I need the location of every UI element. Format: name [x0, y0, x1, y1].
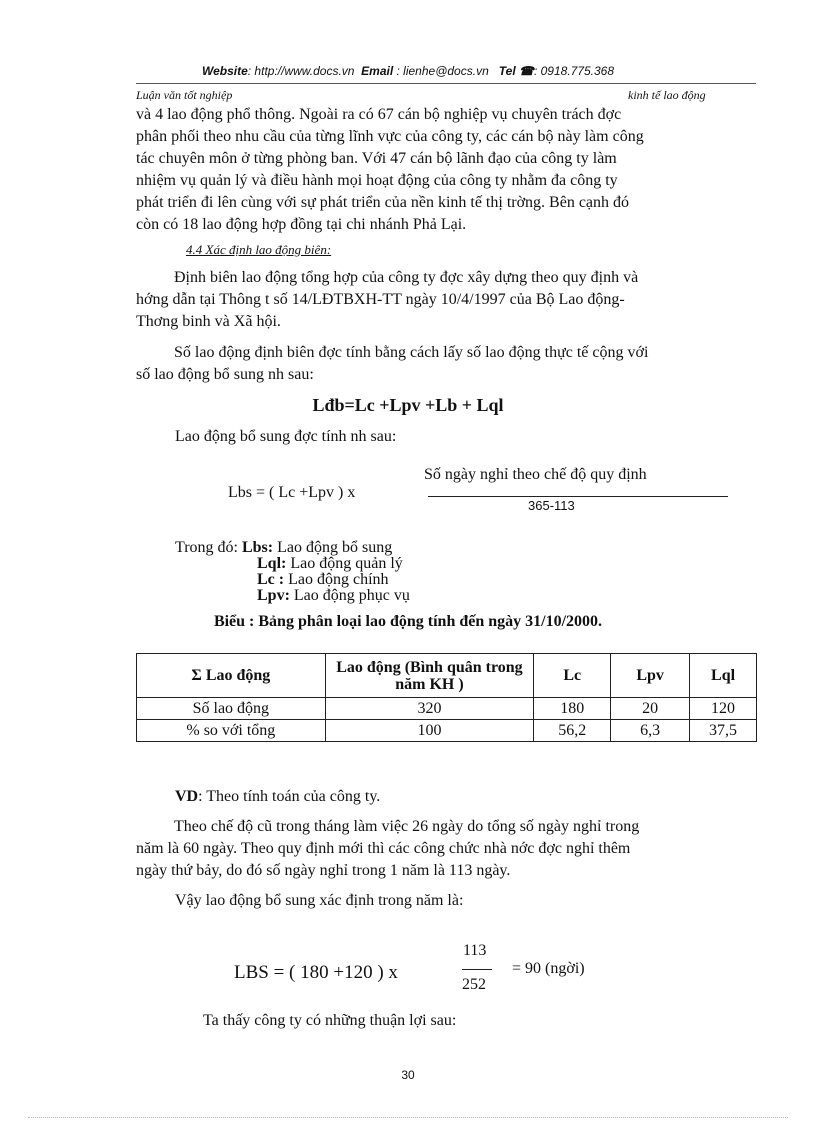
text-line: ngày thứ bảy, do đó số ngày nghỉ trong 1 năm là 113 ngày. [136, 862, 511, 879]
calc-denominator: 252 [462, 976, 486, 993]
lbs-denominator: 365-113 [528, 498, 575, 513]
header-divider [136, 83, 756, 84]
column-header: Lpv [611, 654, 690, 698]
final-line: Ta thấy công ty có những thuận lợi sau: [203, 1012, 457, 1029]
website-url[interactable]: : http://www.docs.vn [247, 64, 355, 78]
paragraph-4 [136, 816, 756, 882]
section-title: 4.4 Xác định lao động biên: [186, 242, 332, 257]
lbs-formula-left: Lbs = ( Lc +Lpv ) x [228, 484, 356, 501]
definition-term: Lpv: [257, 587, 290, 604]
page-number: 30 [401, 1068, 415, 1082]
email-value[interactable]: : lienhe@docs.vn [393, 64, 489, 78]
table-cell: Số lao động [137, 698, 326, 720]
example-line [175, 788, 380, 806]
text-line: hớng dẫn tại Thông t số 14/LĐTBXH-TT ngày 10/4/1997 của Bộ Lao động- [136, 291, 625, 308]
definition-desc: Lao động bổ sung [273, 539, 393, 556]
column-header: Σ Lao động [137, 654, 326, 698]
bottom-divider [28, 1117, 788, 1118]
example-label: VD [175, 788, 199, 805]
definition-row [175, 556, 410, 572]
definition-term: Lql: [257, 555, 287, 572]
text-line: tác chuyên môn ở từng phòng ban. Với 47 cán bộ lãnh đạo của công ty làm [136, 150, 617, 167]
text-line: Định biên lao động tổng hợp của công ty đợc xây dựng theo quy định và [174, 269, 639, 286]
calc-left: LBS = ( 180 +120 ) x [234, 962, 398, 983]
lbs-numerator: Số ngày nghỉ theo chế độ quy định [424, 466, 647, 483]
definition-term: Lbs: [241, 539, 274, 556]
calc-fraction-bar [462, 969, 492, 970]
fraction-bar [428, 496, 728, 497]
running-head-left: Luận văn tốt nghiệp [136, 88, 233, 102]
column-header: Lao động (Bình quân trong năm KH ) [325, 654, 534, 698]
table-cell: 320 [325, 698, 534, 720]
definitions-block [175, 540, 410, 604]
table-row [137, 698, 757, 720]
paragraph-5: Vậy lao động bổ sung xác định trong năm là: [175, 892, 464, 909]
tel-value: : 0918.775.368 [533, 64, 615, 78]
text-line: Số lao động định biên đợc tính bằng cách lấy số lao động thực tế cộng với [174, 344, 649, 361]
calc-result: = 90 (ngời) [512, 960, 585, 977]
table-cell: 6,3 [611, 720, 690, 742]
text-line: Thơng binh và Xã hội. [136, 313, 281, 330]
tel-label: Tel ☎ [498, 64, 534, 78]
main-formula: Lđb=Lc +Lpv +Lb + Lql [312, 395, 504, 415]
site-header [0, 64, 816, 78]
table-row [137, 720, 757, 742]
text-line: nhiệm vụ quản lý và điều hành mọi hoạt động của công ty nhằm đa công ty [136, 172, 618, 189]
text-line: số lao động bổ sung nh sau: [136, 366, 314, 383]
definition-row [175, 588, 410, 604]
definition-term: Lc : [257, 571, 285, 588]
email-label: Email [361, 64, 394, 78]
definition-desc: Lao động phục vụ [289, 587, 410, 604]
text-line: phân phối theo nhu cầu của từng lĩnh vực của công ty, các cán bộ này làm công [136, 128, 644, 145]
table-cell: % so với tổng [137, 720, 326, 742]
labor-classification-table [136, 653, 757, 742]
table-cell: 37,5 [690, 720, 757, 742]
table-cell: 120 [690, 698, 757, 720]
paragraph-1 [136, 104, 756, 236]
paragraph-3 [136, 342, 756, 386]
text-line: còn có 18 lao động hợp đồng tại chi nhánh Phả Lại. [136, 216, 467, 233]
supplement-intro: Lao động bổ sung đợc tính nh sau: [175, 428, 397, 445]
definition-desc: Lao động chính [284, 571, 389, 588]
text-line: năm là 60 ngày. Theo quy định mới thì các công chức nhà nớc đợc nghỉ thêm [136, 840, 631, 857]
column-header: Lc [534, 654, 611, 698]
text-line: phát triển đi lên cùng với sự phát triển của nền kinh tế thị trờng. Bên cạnh đó [136, 194, 630, 211]
definitions-prefix: Trong đó: [175, 539, 242, 556]
table-cell: 20 [611, 698, 690, 720]
text-line: và 4 lao động phổ thông. Ngoài ra có 67 cán bộ nghiệp vụ chuyên trách đợc [136, 106, 622, 123]
definition-desc: Lao động quản lý [286, 555, 403, 572]
table-cell: 180 [534, 698, 611, 720]
table-cell: 56,2 [534, 720, 611, 742]
table-header-row [137, 654, 757, 698]
text-line: Theo chế độ cũ trong tháng làm việc 26 ngày do tổng số ngày nghỉ trong [174, 818, 640, 835]
definition-row [175, 572, 410, 588]
example-text: : Theo tính toán của công ty. [198, 788, 381, 805]
paragraph-2 [136, 267, 756, 333]
column-header: Lql [690, 654, 757, 698]
table-cell: 100 [325, 720, 534, 742]
table-caption: Biểu : Bảng phân loại lao động tính đến ngày 31/10/2000. [213, 613, 603, 630]
definition-row [175, 540, 410, 556]
website-label: Website [201, 64, 248, 78]
running-head-right: kinh tế lao động [628, 88, 706, 102]
calc-numerator: 113 [463, 942, 487, 959]
